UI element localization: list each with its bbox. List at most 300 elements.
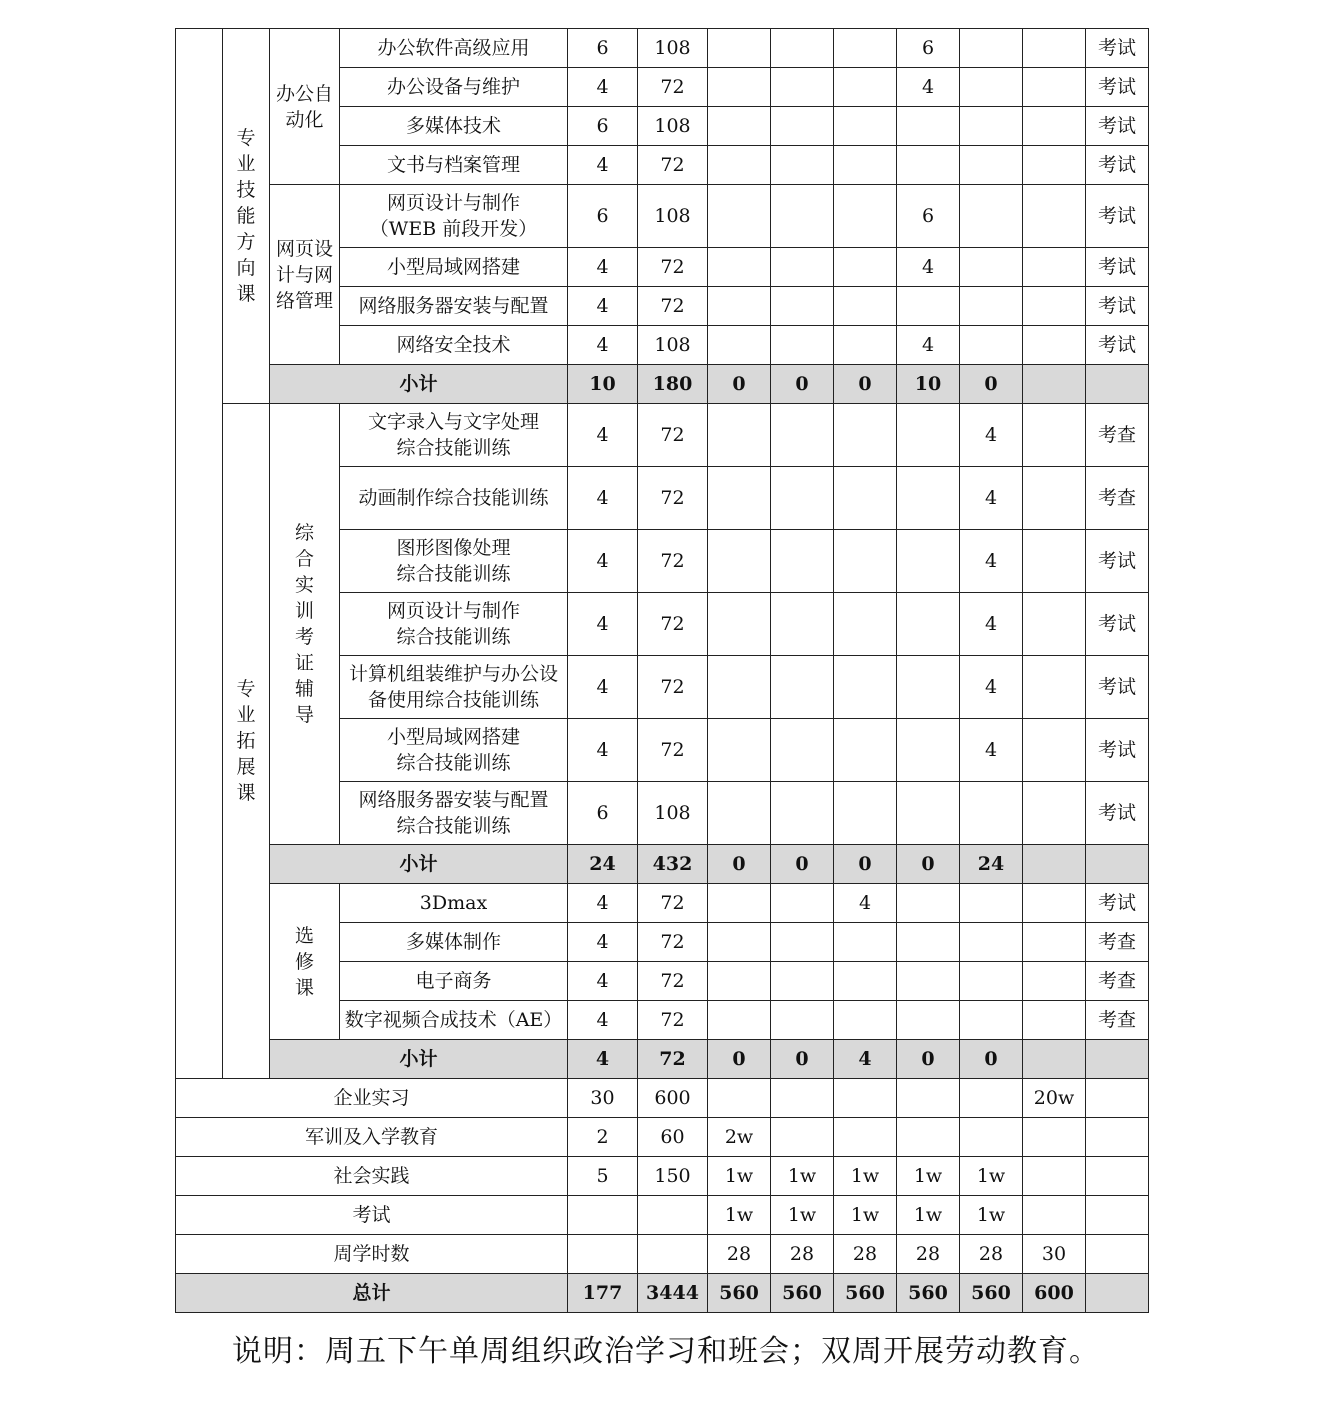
cell-s2: [771, 1079, 834, 1118]
cell-s2: 1w: [771, 1196, 834, 1235]
cell-s3: [834, 68, 897, 107]
cell-s2: 0: [771, 845, 834, 884]
cell-s1: [708, 467, 771, 530]
cell-s4: [897, 1118, 960, 1157]
cell-s4: [897, 107, 960, 146]
cell-credits: 10: [568, 365, 638, 404]
cell-s4: [897, 923, 960, 962]
cell-credits: 30: [568, 1079, 638, 1118]
cell-s2: 1w: [771, 1157, 834, 1196]
cell-s3: [834, 287, 897, 326]
row-label: 军训及入学教育: [176, 1118, 568, 1157]
curriculum-table: [175, 28, 1149, 1313]
cell-s4: [897, 404, 960, 467]
cell-hours: 3444: [638, 1274, 708, 1313]
cell-hours: 108: [638, 185, 708, 248]
cell-s4: 1w: [897, 1196, 960, 1235]
cell-s4: 560: [897, 1274, 960, 1313]
course-name-line-1: 计算机组装维护与办公设: [348, 663, 558, 685]
table-row: [176, 1274, 1149, 1313]
cell-assess: 考查: [1086, 962, 1149, 1001]
cell-s3: 4: [834, 884, 897, 923]
cell-s6: [1023, 146, 1086, 185]
cell-s3: [834, 593, 897, 656]
course-name-line-1: 网络服务器安装与配置: [358, 789, 549, 811]
cell-s3: 4: [834, 1040, 897, 1079]
cell-hours: 72: [638, 593, 708, 656]
group-label-text: 综合实训考证辅导: [295, 522, 315, 726]
cell-s6: [1023, 185, 1086, 248]
cell-credits: 4: [568, 1001, 638, 1040]
cell-s6: [1023, 962, 1086, 1001]
cell-s1: 560: [708, 1274, 771, 1313]
cell-credits: [568, 1235, 638, 1274]
cell-s4: 4: [897, 248, 960, 287]
group-label: [270, 884, 340, 1040]
cell-s6: [1023, 107, 1086, 146]
cell-s5: [960, 29, 1023, 68]
category-label: [223, 29, 270, 404]
cell-s3: [834, 1118, 897, 1157]
cell-s1: [708, 326, 771, 365]
cell-s2: [771, 185, 834, 248]
cell-hours: 72: [638, 68, 708, 107]
cell-credits: 6: [568, 782, 638, 845]
cell-s3: [834, 530, 897, 593]
cell-s6: [1023, 923, 1086, 962]
cell-s5: [960, 107, 1023, 146]
cell-credits: 4: [568, 530, 638, 593]
cell-s2: [771, 404, 834, 467]
cell-s2: 0: [771, 365, 834, 404]
cell-credits: 4: [568, 404, 638, 467]
category-label-text: 专业技能方向课: [236, 127, 256, 305]
cell-credits: 4: [568, 593, 638, 656]
cell-s1: [708, 593, 771, 656]
cell-credits: 6: [568, 107, 638, 146]
table-row: [176, 365, 1149, 404]
row-label: 社会实践: [176, 1157, 568, 1196]
cell-s6: [1023, 365, 1086, 404]
cell-s1: [708, 923, 771, 962]
cell-hours: 72: [638, 719, 708, 782]
cell-s6: 20w: [1023, 1079, 1086, 1118]
cell-s6: 30: [1023, 1235, 1086, 1274]
cell-s1: 0: [708, 845, 771, 884]
cell-credits: 4: [568, 467, 638, 530]
cell-credits: 4: [568, 923, 638, 962]
cell-hours: 72: [638, 884, 708, 923]
cell-s3: [834, 146, 897, 185]
cell-s3: [834, 326, 897, 365]
category-label: [223, 404, 270, 1079]
cell-s6: [1023, 1001, 1086, 1040]
cell-assess: 考试: [1086, 530, 1149, 593]
cell-s5: [960, 782, 1023, 845]
cell-s3: 0: [834, 365, 897, 404]
cell-assess: 考试: [1086, 782, 1149, 845]
cell-s4: 0: [897, 1040, 960, 1079]
cell-hours: 180: [638, 365, 708, 404]
cell-s2: [771, 146, 834, 185]
cell-assess: 考试: [1086, 107, 1149, 146]
cell-hours: [638, 1235, 708, 1274]
cell-s6: [1023, 326, 1086, 365]
course-name: 电子商务: [340, 962, 568, 1001]
cell-assess: [1086, 1157, 1149, 1196]
cell-s5: 24: [960, 845, 1023, 884]
cell-s1: [708, 884, 771, 923]
course-name: [340, 593, 568, 656]
course-name: 动画制作综合技能训练: [340, 467, 568, 530]
table-row: [176, 1118, 1149, 1157]
cell-s2: [771, 1001, 834, 1040]
cell-s5: 4: [960, 719, 1023, 782]
cell-s1: [708, 404, 771, 467]
course-name: [340, 404, 568, 467]
cell-s1: [708, 29, 771, 68]
cell-s5: [960, 1001, 1023, 1040]
outer-category-cell: [176, 29, 223, 1079]
cell-s2: [771, 467, 834, 530]
cell-assess: 考试: [1086, 593, 1149, 656]
cell-s6: [1023, 782, 1086, 845]
cell-hours: 72: [638, 656, 708, 719]
cell-assess: 考试: [1086, 68, 1149, 107]
cell-assess: 考试: [1086, 185, 1149, 248]
table-row: [176, 404, 1149, 467]
cell-s5: 28: [960, 1235, 1023, 1274]
cell-s1: [708, 656, 771, 719]
cell-hours: 600: [638, 1079, 708, 1118]
course-name: 多媒体制作: [340, 923, 568, 962]
cell-s2: [771, 923, 834, 962]
cell-s4: [897, 530, 960, 593]
cell-s5: [960, 923, 1023, 962]
cell-s4: [897, 1079, 960, 1118]
table-row: [176, 1157, 1149, 1196]
course-name-line-2: 综合技能训练: [396, 437, 511, 459]
cell-s2: [771, 326, 834, 365]
subtotal-label: 小计: [270, 365, 568, 404]
cell-s3: [834, 782, 897, 845]
cell-assess: 考试: [1086, 287, 1149, 326]
cell-s5: 1w: [960, 1157, 1023, 1196]
course-name-line-1: 网页设计与制作: [386, 600, 520, 622]
course-name-line-2: （WEB 前段开发）: [369, 218, 538, 240]
cell-s2: [771, 29, 834, 68]
cell-s4: 0: [897, 845, 960, 884]
cell-hours: 150: [638, 1157, 708, 1196]
cell-s4: [897, 656, 960, 719]
cell-hours: 432: [638, 845, 708, 884]
cell-s4: [897, 1001, 960, 1040]
cell-hours: 72: [638, 404, 708, 467]
course-name-line-1: 图形图像处理: [396, 537, 511, 559]
course-name: 文书与档案管理: [340, 146, 568, 185]
cell-assess: 考试: [1086, 656, 1149, 719]
cell-s4: [897, 146, 960, 185]
cell-s2: 0: [771, 1040, 834, 1079]
cell-hours: 72: [638, 923, 708, 962]
course-name: 小型局域网搭建: [340, 248, 568, 287]
cell-s6: [1023, 1040, 1086, 1079]
cell-s4: 4: [897, 326, 960, 365]
cell-s5: [960, 1079, 1023, 1118]
cell-assess: [1086, 1235, 1149, 1274]
cell-s5: 4: [960, 530, 1023, 593]
cell-assess: [1086, 365, 1149, 404]
cell-s5: [960, 884, 1023, 923]
row-label: 考试: [176, 1196, 568, 1235]
cell-assess: 考试: [1086, 326, 1149, 365]
cell-s5: 1w: [960, 1196, 1023, 1235]
cell-credits: 4: [568, 248, 638, 287]
cell-s5: [960, 1118, 1023, 1157]
cell-credits: 6: [568, 29, 638, 68]
cell-s4: 6: [897, 29, 960, 68]
course-name-line-2: 备使用综合技能训练: [367, 689, 539, 711]
cell-s4: 4: [897, 68, 960, 107]
cell-assess: 考查: [1086, 467, 1149, 530]
cell-s1: [708, 248, 771, 287]
cell-s1: [708, 185, 771, 248]
cell-s1: [708, 1001, 771, 1040]
cell-s6: [1023, 845, 1086, 884]
cell-s4: [897, 593, 960, 656]
table-row: [176, 845, 1149, 884]
cell-s1: [708, 287, 771, 326]
course-name-line-1: 小型局域网搭建: [386, 726, 520, 748]
cell-s4: [897, 782, 960, 845]
group-label-text: 选修课: [295, 924, 315, 999]
cell-s3: [834, 29, 897, 68]
cell-s3: [834, 1079, 897, 1118]
cell-s4: 10: [897, 365, 960, 404]
cell-s5: 560: [960, 1274, 1023, 1313]
footnote: 说明：周五下午单周组织政治学习和班会；双周开展劳动教育。: [232, 1334, 1100, 1369]
cell-s2: [771, 962, 834, 1001]
cell-assess: 考查: [1086, 1001, 1149, 1040]
cell-s3: [834, 719, 897, 782]
course-name: [340, 719, 568, 782]
cell-s4: 28: [897, 1235, 960, 1274]
cell-credits: [568, 1196, 638, 1235]
cell-s5: [960, 248, 1023, 287]
cell-s1: 1w: [708, 1196, 771, 1235]
cell-s6: [1023, 287, 1086, 326]
cell-s2: [771, 1118, 834, 1157]
cell-s5: [960, 962, 1023, 1001]
cell-credits: 4: [568, 68, 638, 107]
course-name-line-2: 综合技能训练: [396, 626, 511, 648]
row-label: 企业实习: [176, 1079, 568, 1118]
cell-s3: [834, 107, 897, 146]
cell-credits: 4: [568, 884, 638, 923]
cell-credits: 4: [568, 656, 638, 719]
cell-s1: [708, 68, 771, 107]
course-name: [340, 185, 568, 248]
cell-s4: [897, 287, 960, 326]
cell-credits: 177: [568, 1274, 638, 1313]
course-name: [340, 782, 568, 845]
cell-credits: 24: [568, 845, 638, 884]
cell-s1: 0: [708, 365, 771, 404]
cell-s1: [708, 146, 771, 185]
cell-s6: [1023, 1157, 1086, 1196]
table-row: [176, 884, 1149, 923]
cell-credits: 4: [568, 962, 638, 1001]
cell-s1: 1w: [708, 1157, 771, 1196]
cell-s1: 28: [708, 1235, 771, 1274]
cell-s1: 2w: [708, 1118, 771, 1157]
subtotal-label: 小计: [270, 1040, 568, 1079]
cell-s6: [1023, 1118, 1086, 1157]
cell-s2: [771, 782, 834, 845]
category-label-text: 专业拓展课: [236, 678, 256, 804]
cell-s6: [1023, 467, 1086, 530]
cell-credits: 4: [568, 1040, 638, 1079]
cell-s4: 1w: [897, 1157, 960, 1196]
cell-credits: 4: [568, 326, 638, 365]
cell-s6: [1023, 884, 1086, 923]
course-name: 数字视频合成技术（AE）: [340, 1001, 568, 1040]
cell-s5: 0: [960, 1040, 1023, 1079]
table-row: [176, 1079, 1149, 1118]
cell-s6: [1023, 1196, 1086, 1235]
course-name-line-2: 综合技能训练: [396, 752, 511, 774]
cell-credits: 5: [568, 1157, 638, 1196]
course-name: [340, 656, 568, 719]
cell-hours: 72: [638, 287, 708, 326]
course-name-line-1: 网页设计与制作: [386, 192, 520, 214]
cell-s5: 4: [960, 467, 1023, 530]
cell-assess: 考查: [1086, 404, 1149, 467]
cell-s1: [708, 530, 771, 593]
cell-hours: 60: [638, 1118, 708, 1157]
table-row: [176, 185, 1149, 248]
cell-s4: 6: [897, 185, 960, 248]
cell-s3: [834, 185, 897, 248]
cell-s1: [708, 107, 771, 146]
cell-assess: 考查: [1086, 923, 1149, 962]
cell-s1: [708, 782, 771, 845]
cell-hours: 108: [638, 326, 708, 365]
cell-s3: 560: [834, 1274, 897, 1313]
cell-s5: 4: [960, 656, 1023, 719]
cell-assess: [1086, 1274, 1149, 1313]
cell-assess: 考试: [1086, 29, 1149, 68]
cell-hours: 72: [638, 962, 708, 1001]
cell-s5: [960, 326, 1023, 365]
cell-s6: [1023, 593, 1086, 656]
course-name: 网络安全技术: [340, 326, 568, 365]
course-name-line-2: 综合技能训练: [396, 815, 511, 837]
cell-credits: 4: [568, 719, 638, 782]
cell-s1: [708, 719, 771, 782]
cell-s3: [834, 467, 897, 530]
cell-s2: 28: [771, 1235, 834, 1274]
group-label: 办公自动化: [270, 29, 340, 185]
cell-assess: [1086, 1040, 1149, 1079]
cell-s6: [1023, 719, 1086, 782]
cell-s6: [1023, 29, 1086, 68]
cell-hours: [638, 1196, 708, 1235]
cell-s3: 1w: [834, 1157, 897, 1196]
cell-hours: 72: [638, 467, 708, 530]
course-name: 3Dmax: [340, 884, 568, 923]
cell-s6: [1023, 68, 1086, 107]
cell-s6: [1023, 404, 1086, 467]
cell-assess: [1086, 1079, 1149, 1118]
cell-s2: [771, 530, 834, 593]
cell-s1: [708, 962, 771, 1001]
cell-s5: 4: [960, 593, 1023, 656]
cell-s2: [771, 593, 834, 656]
cell-s3: [834, 404, 897, 467]
cell-s4: [897, 467, 960, 530]
table-row: [176, 29, 1149, 68]
cell-assess: 考试: [1086, 248, 1149, 287]
row-label: 周学时数: [176, 1235, 568, 1274]
course-name: 办公设备与维护: [340, 68, 568, 107]
cell-s5: [960, 68, 1023, 107]
cell-hours: 72: [638, 1001, 708, 1040]
subtotal-label: 小计: [270, 845, 568, 884]
cell-s3: [834, 1001, 897, 1040]
cell-hours: 72: [638, 1040, 708, 1079]
total-label: 总计: [176, 1274, 568, 1313]
cell-s2: [771, 656, 834, 719]
table-row: [176, 1235, 1149, 1274]
cell-s3: [834, 656, 897, 719]
cell-s1: 0: [708, 1040, 771, 1079]
cell-hours: 108: [638, 782, 708, 845]
cell-credits: 6: [568, 185, 638, 248]
cell-s5: [960, 287, 1023, 326]
cell-s3: [834, 923, 897, 962]
cell-assess: 考试: [1086, 146, 1149, 185]
course-name: 网络服务器安装与配置: [340, 287, 568, 326]
cell-assess: 考试: [1086, 884, 1149, 923]
course-name: 多媒体技术: [340, 107, 568, 146]
cell-s4: [897, 884, 960, 923]
cell-s6: [1023, 656, 1086, 719]
cell-hours: 108: [638, 29, 708, 68]
cell-s5: [960, 146, 1023, 185]
cell-s2: [771, 884, 834, 923]
cell-hours: 72: [638, 248, 708, 287]
table-body: [176, 29, 1149, 1313]
cell-s6: [1023, 530, 1086, 593]
cell-assess: [1086, 845, 1149, 884]
cell-s5: 4: [960, 404, 1023, 467]
cell-s3: 1w: [834, 1196, 897, 1235]
course-name-line-2: 综合技能训练: [396, 563, 511, 585]
cell-credits: 4: [568, 287, 638, 326]
cell-credits: 2: [568, 1118, 638, 1157]
table-row: [176, 1196, 1149, 1235]
cell-s2: [771, 107, 834, 146]
cell-s1: [708, 1079, 771, 1118]
cell-s3: 0: [834, 845, 897, 884]
table-row: [176, 1040, 1149, 1079]
cell-s2: [771, 248, 834, 287]
cell-s4: [897, 719, 960, 782]
group-label: [270, 404, 340, 845]
cell-assess: 考试: [1086, 719, 1149, 782]
course-name-line-1: 文字录入与文字处理: [367, 411, 539, 433]
